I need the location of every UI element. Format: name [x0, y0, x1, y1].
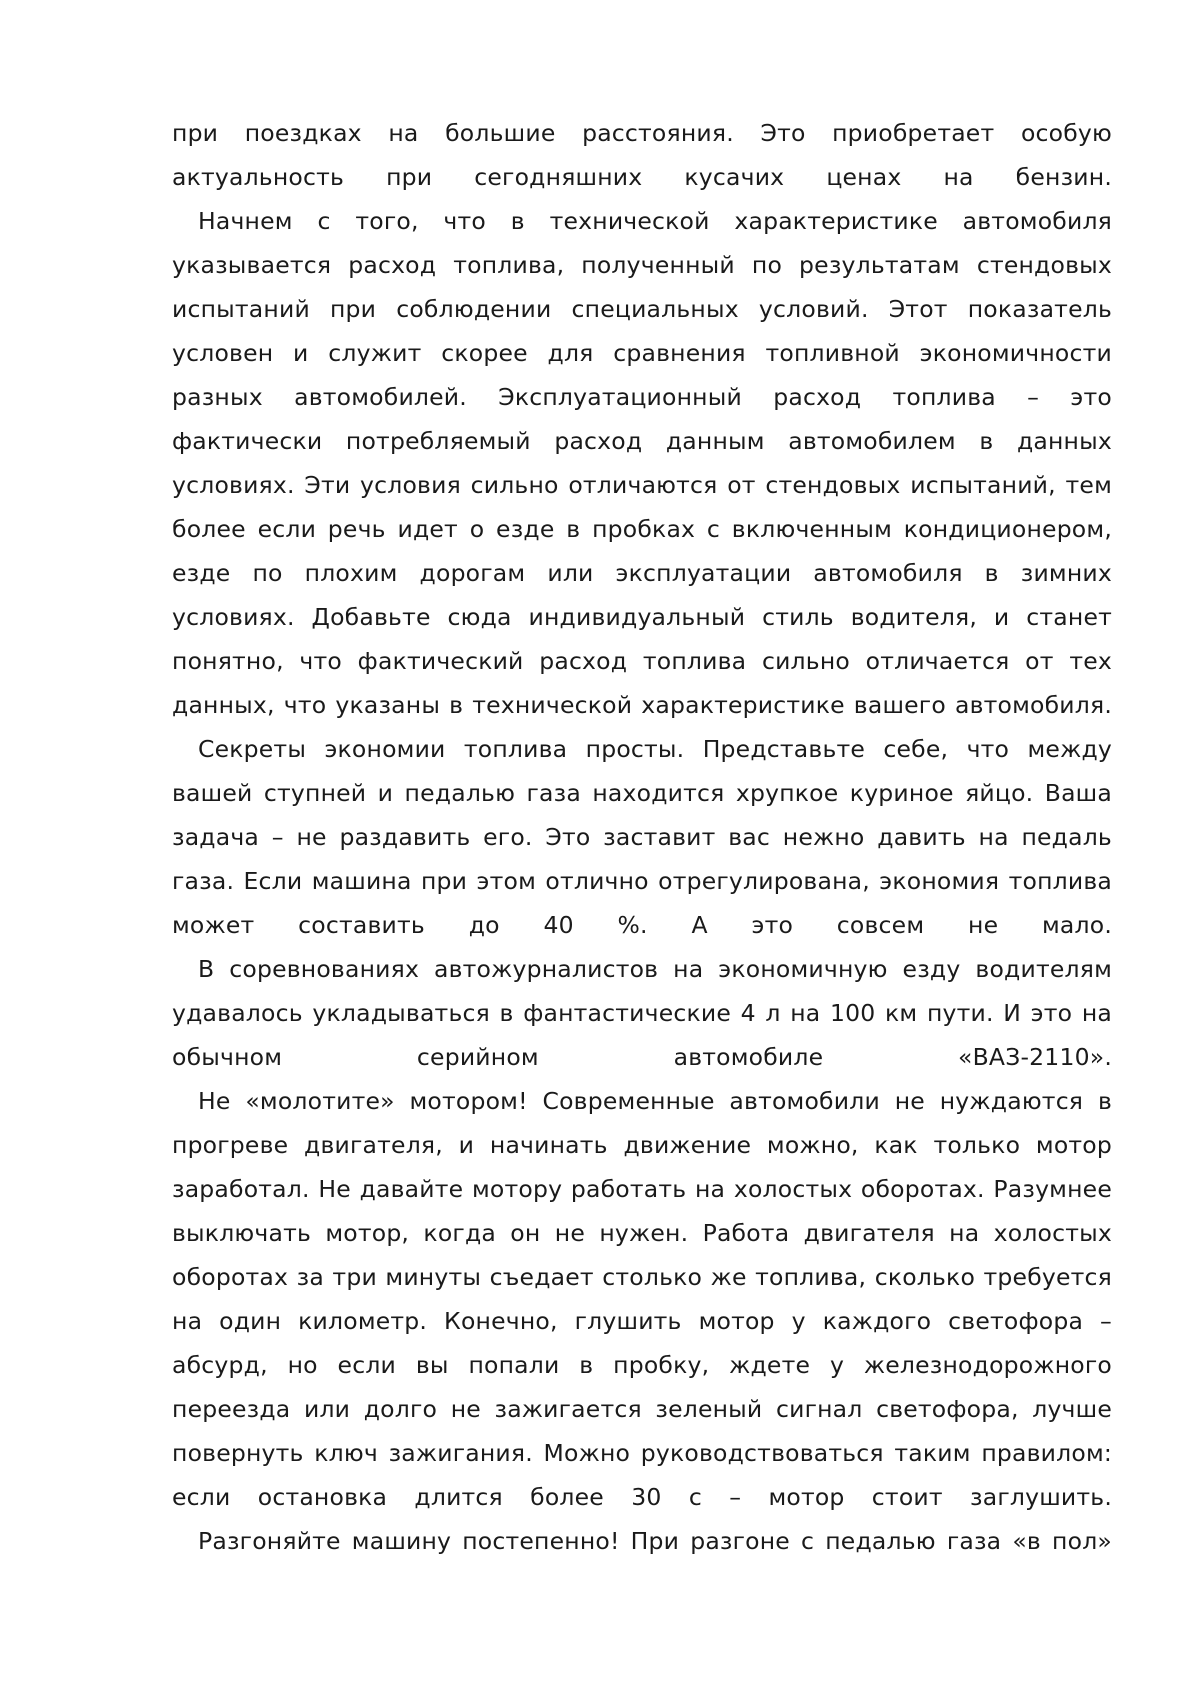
text-line: условиях. Добавьте сюда индивидуальный стиль водителя, и станет [172, 603, 1112, 631]
text-line: Не «молотите» мотором! Современные автомобили не нуждаются в [198, 1087, 1112, 1115]
text-line: абсурд, но если вы попали в пробку, ждете у железнодорожного [172, 1351, 1112, 1379]
text-line: разных автомобилей. Эксплуатационный расход топлива – это [172, 383, 1112, 411]
text-line: езде по плохим дорогам или эксплуатации автомобиля в зимних [172, 559, 1112, 587]
document-page [172, 111, 1112, 1563]
text-line: Разгоняйте машину постепенно! При разгоне с педалью газа «в пол» [198, 1527, 1112, 1555]
text-line: Начнем с того, что в технической характеристике автомобиля [198, 207, 1112, 235]
text-line: может составить до 40 %. А это совсем не мало. [172, 911, 1112, 939]
text-line: газа. Если машина при этом отлично отрегулирована, экономия топлива [172, 867, 1112, 895]
text-line: заработал. Не давайте мотору работать на холостых оборотах. Разумнее [172, 1175, 1112, 1203]
text-line: испытаний при соблюдении специальных условий. Этот показатель [172, 295, 1112, 323]
text-line: прогреве двигателя, и начинать движение можно, как только мотор [172, 1131, 1112, 1159]
text-line: задача – не раздавить его. Это заставит вас нежно давить на педаль [172, 823, 1112, 851]
text-line: если остановка длится более 30 с – мотор стоит заглушить. [172, 1483, 1112, 1511]
text-line: выключать мотор, когда он не нужен. Работа двигателя на холостых [172, 1219, 1112, 1247]
text-line: более если речь идет о езде в пробках с включенным кондиционером, [172, 515, 1112, 543]
text-line: переезда или долго не зажигается зеленый сигнал светофора, лучше [172, 1395, 1112, 1423]
text-line: Секреты экономии топлива просты. Представьте себе, что между [198, 735, 1112, 763]
text-line: указывается расход топлива, полученный по результатам стендовых [172, 251, 1112, 279]
text-line: фактически потребляемый расход данным автомобилем в данных [172, 427, 1112, 455]
text-line: условиях. Эти условия сильно отличаются от стендовых испытаний, тем [172, 471, 1112, 499]
text-line: актуальность при сегодняшних кусачих ценах на бензин. [172, 163, 1112, 191]
text-line: удавалось укладываться в фантастические 4 л на 100 км пути. И это на [172, 999, 1112, 1027]
text-line: данных, что указаны в технической характеристике вашего автомобиля. [172, 691, 1112, 719]
text-line: условен и служит скорее для сравнения топливной экономичности [172, 339, 1112, 367]
text-line: оборотах за три минуты съедает столько же топлива, сколько требуется [172, 1263, 1112, 1291]
text-line: при поездках на большие расстояния. Это приобретает особую [172, 119, 1112, 147]
text-line: В соревнованиях автожурналистов на экономичную езду водителям [198, 955, 1112, 983]
text-line: понятно, что фактический расход топлива сильно отличается от тех [172, 647, 1112, 675]
text-line: на один километр. Конечно, глушить мотор у каждого светофора – [172, 1307, 1112, 1335]
text-line: вашей ступней и педалью газа находится хрупкое куриное яйцо. Ваша [172, 779, 1112, 807]
text-line: обычном серийном автомобиле «ВАЗ-2110». [172, 1043, 1112, 1071]
text-line: повернуть ключ зажигания. Можно руководствоваться таким правилом: [172, 1439, 1112, 1467]
